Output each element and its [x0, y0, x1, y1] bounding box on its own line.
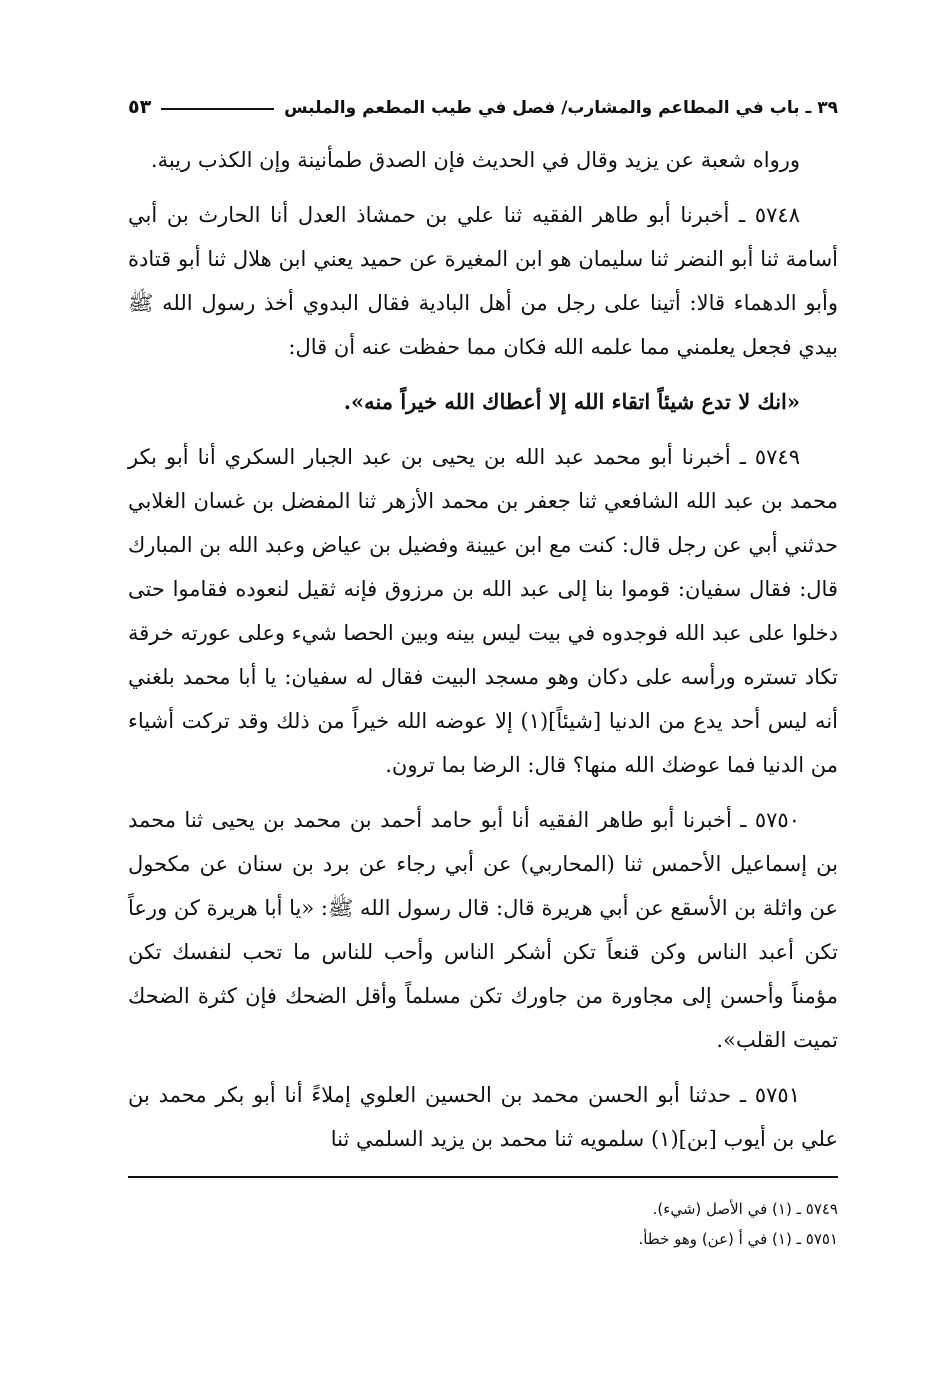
- footnotes: [128, 1194, 838, 1254]
- main-text: [128, 138, 838, 1172]
- hadith-5750: ٥٧٥٠ ـ أخبرنا أبو طاهر الفقيه أنا أبو حامد أحمد بن محمد بن يحيى ثنا محمد بن إسماعيل الأحمس ثنا (المحاربي) عن أبي رجاء عن برد بن سنان عن مكحول عن واثلة بن الأسقع عن أبي هريرة قال: قال رسول الله ﷺ: «يا أبا هريرة كن ورعاً تكن أعبد الناس وكن قنعاً تكن أشكر الناس وأحب للناس ما تحب لنفسك تكن مؤمناً وأحسن إلى مجاورة من جاورك تكن مسلماً وأقل الضحك فإن كثرة الضحك تميت القلب».: [128, 808, 838, 1052]
- hadith-5749: ٥٧٤٩ ـ أخبرنا أبو محمد عبد الله بن يحيى بن عبد الجبار السكري أنا أبو بكر محمد بن عبد الله الشافعي ثنا جعفر بن محمد الأزهر ثنا المفضل بن غسان الغلابي حدثني أبي عن رجل قال: كنت مع ابن عيينة وفضيل بن عياض وعبد الله بن المبارك قال: فقال سفيان: قوموا بنا إلى عبد الله بن مرزوق فإنه ثقيل لنعوده فقاموا حتى دخلوا على عبد الله فوجدوه في بيت ليس بينه وبين الحصا شيء وعلى عورته خرقة تكاد تستره ورأسه على دكان وهو مسجد البيت فقال له سفيان: يا أبا محمد بلغني أنه ليس أحد يدع من الدنيا [شيئاً](١) إلا عوضه الله خيراً من ذلك وقد تركت أشياء من الدنيا فما عوضك الله منها؟ قال: الرضا بما ترون.: [128, 445, 838, 777]
- hadith-5748-text: «انك لا تدع شيئاً اتقاء الله إلا أعطاك الله خيراً منه».: [343, 389, 800, 414]
- footnote-5749: ٥٧٤٩ ـ (١) في الأصل (شيء).: [652, 1200, 838, 1218]
- page-number: ٥٣: [128, 96, 152, 118]
- paragraph-continuation: ورواه شعبة عن يزيد وقال في الحديث فإن الصدق طمأنينة وإن الكذب ريبة.: [150, 148, 800, 172]
- page-header: [128, 82, 838, 122]
- hadith-5751: ٥٧٥١ ـ حدثنا أبو الحسن محمد بن الحسين العلوي إملاءً أنا أبو بكر محمد بن علي بن أيوب [بن](١) سلمويه ثنا محمد بن يزيد السلمي ثنا: [128, 1083, 838, 1151]
- footnote-5751: ٥٧٥١ ـ (١) في أ (عن) وهو خطأ.: [638, 1230, 838, 1248]
- running-title: ٣٩ ـ باب في المطاعم والمشارب/ فصل في طيب المطعم والملبس: [284, 98, 838, 118]
- hadith-5748: ٥٧٤٨ ـ أخبرنا أبو طاهر الفقيه ثنا علي بن حمشاذ العدل أنا الحارث بن أبي أسامة ثنا أبو النضر ثنا سليمان هو ابن المغيرة عن حميد يعني ابن هلال ثنا أبو قتادة وأبو الدهماء قالا: أتينا على رجل من أهل البادية فقال البدوي أخذ رسول الله ﷺ بيدي فجعل يعلمني مما علمه الله فكان مما حفظت عنه أن قال:: [128, 203, 838, 359]
- footnote-separator: [128, 1176, 838, 1178]
- header-rule: [161, 108, 274, 110]
